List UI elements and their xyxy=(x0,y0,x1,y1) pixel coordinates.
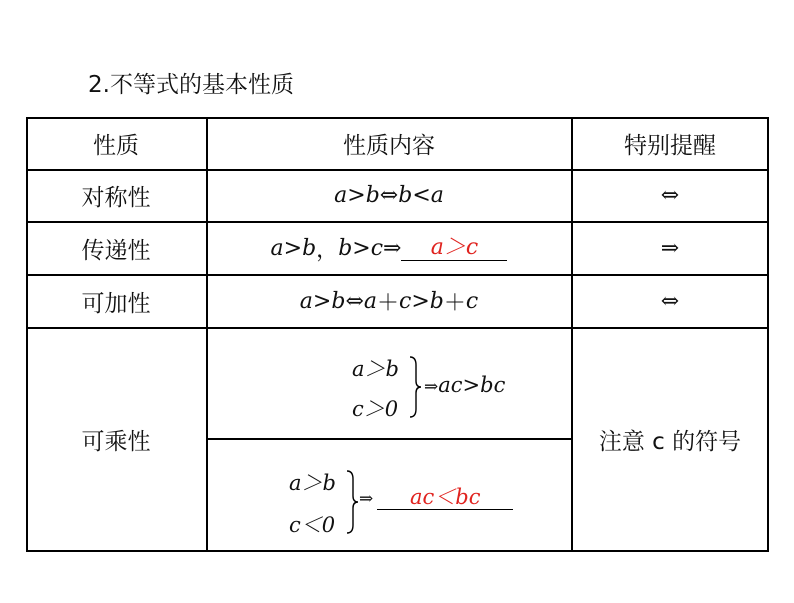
right-brace-icon xyxy=(408,355,422,419)
case-negative-result: ⇒ ac＜bc xyxy=(359,485,513,510)
case-positive-line1: a＞b xyxy=(352,357,399,381)
properties-table xyxy=(26,117,769,551)
row-name-symmetry: 对称性 xyxy=(81,185,151,211)
additive-note: ⇔ xyxy=(660,288,680,314)
transitive-formula: a > b ， b > c ⇒ a＞c xyxy=(207,222,571,274)
symmetry-formula: a > b ⇔ b < a xyxy=(334,183,444,208)
case-negative-line2: c＜0 xyxy=(289,513,336,537)
right-brace-icon xyxy=(345,469,359,535)
multiplicative-case-positive xyxy=(352,353,552,429)
transitive-note: ⇒ xyxy=(660,235,680,261)
transitive-answer-blank: a＞c xyxy=(401,236,507,261)
row-name-transitive: 传递性 xyxy=(81,237,151,264)
row-name-additive: 可加性 xyxy=(81,290,151,317)
case-negative-answer-blank: ac＜bc xyxy=(377,485,513,510)
header-reminder: 特别提醒 xyxy=(624,132,716,159)
additive-formula: a > b ⇔ a ＋ c > b ＋ c xyxy=(299,288,479,316)
symmetry-note: ⇔ xyxy=(660,183,680,208)
table-border-bottom xyxy=(26,550,769,552)
multiplicative-case-negative xyxy=(289,467,559,543)
header-content: 性质内容 xyxy=(343,132,435,159)
case-positive-line2: c＞0 xyxy=(352,397,399,421)
case-negative-line1: a＞b xyxy=(289,471,336,495)
row-name-multiplicative: 可乘性 xyxy=(81,428,151,455)
row-divider-inner xyxy=(206,438,572,440)
multiplicative-note: 注意 c 的符号 xyxy=(598,428,742,455)
case-positive-result: ⇒ac>bc xyxy=(424,373,506,397)
section-heading: 2.不等式的基本性质 xyxy=(88,72,294,98)
header-property: 性质 xyxy=(93,132,139,159)
